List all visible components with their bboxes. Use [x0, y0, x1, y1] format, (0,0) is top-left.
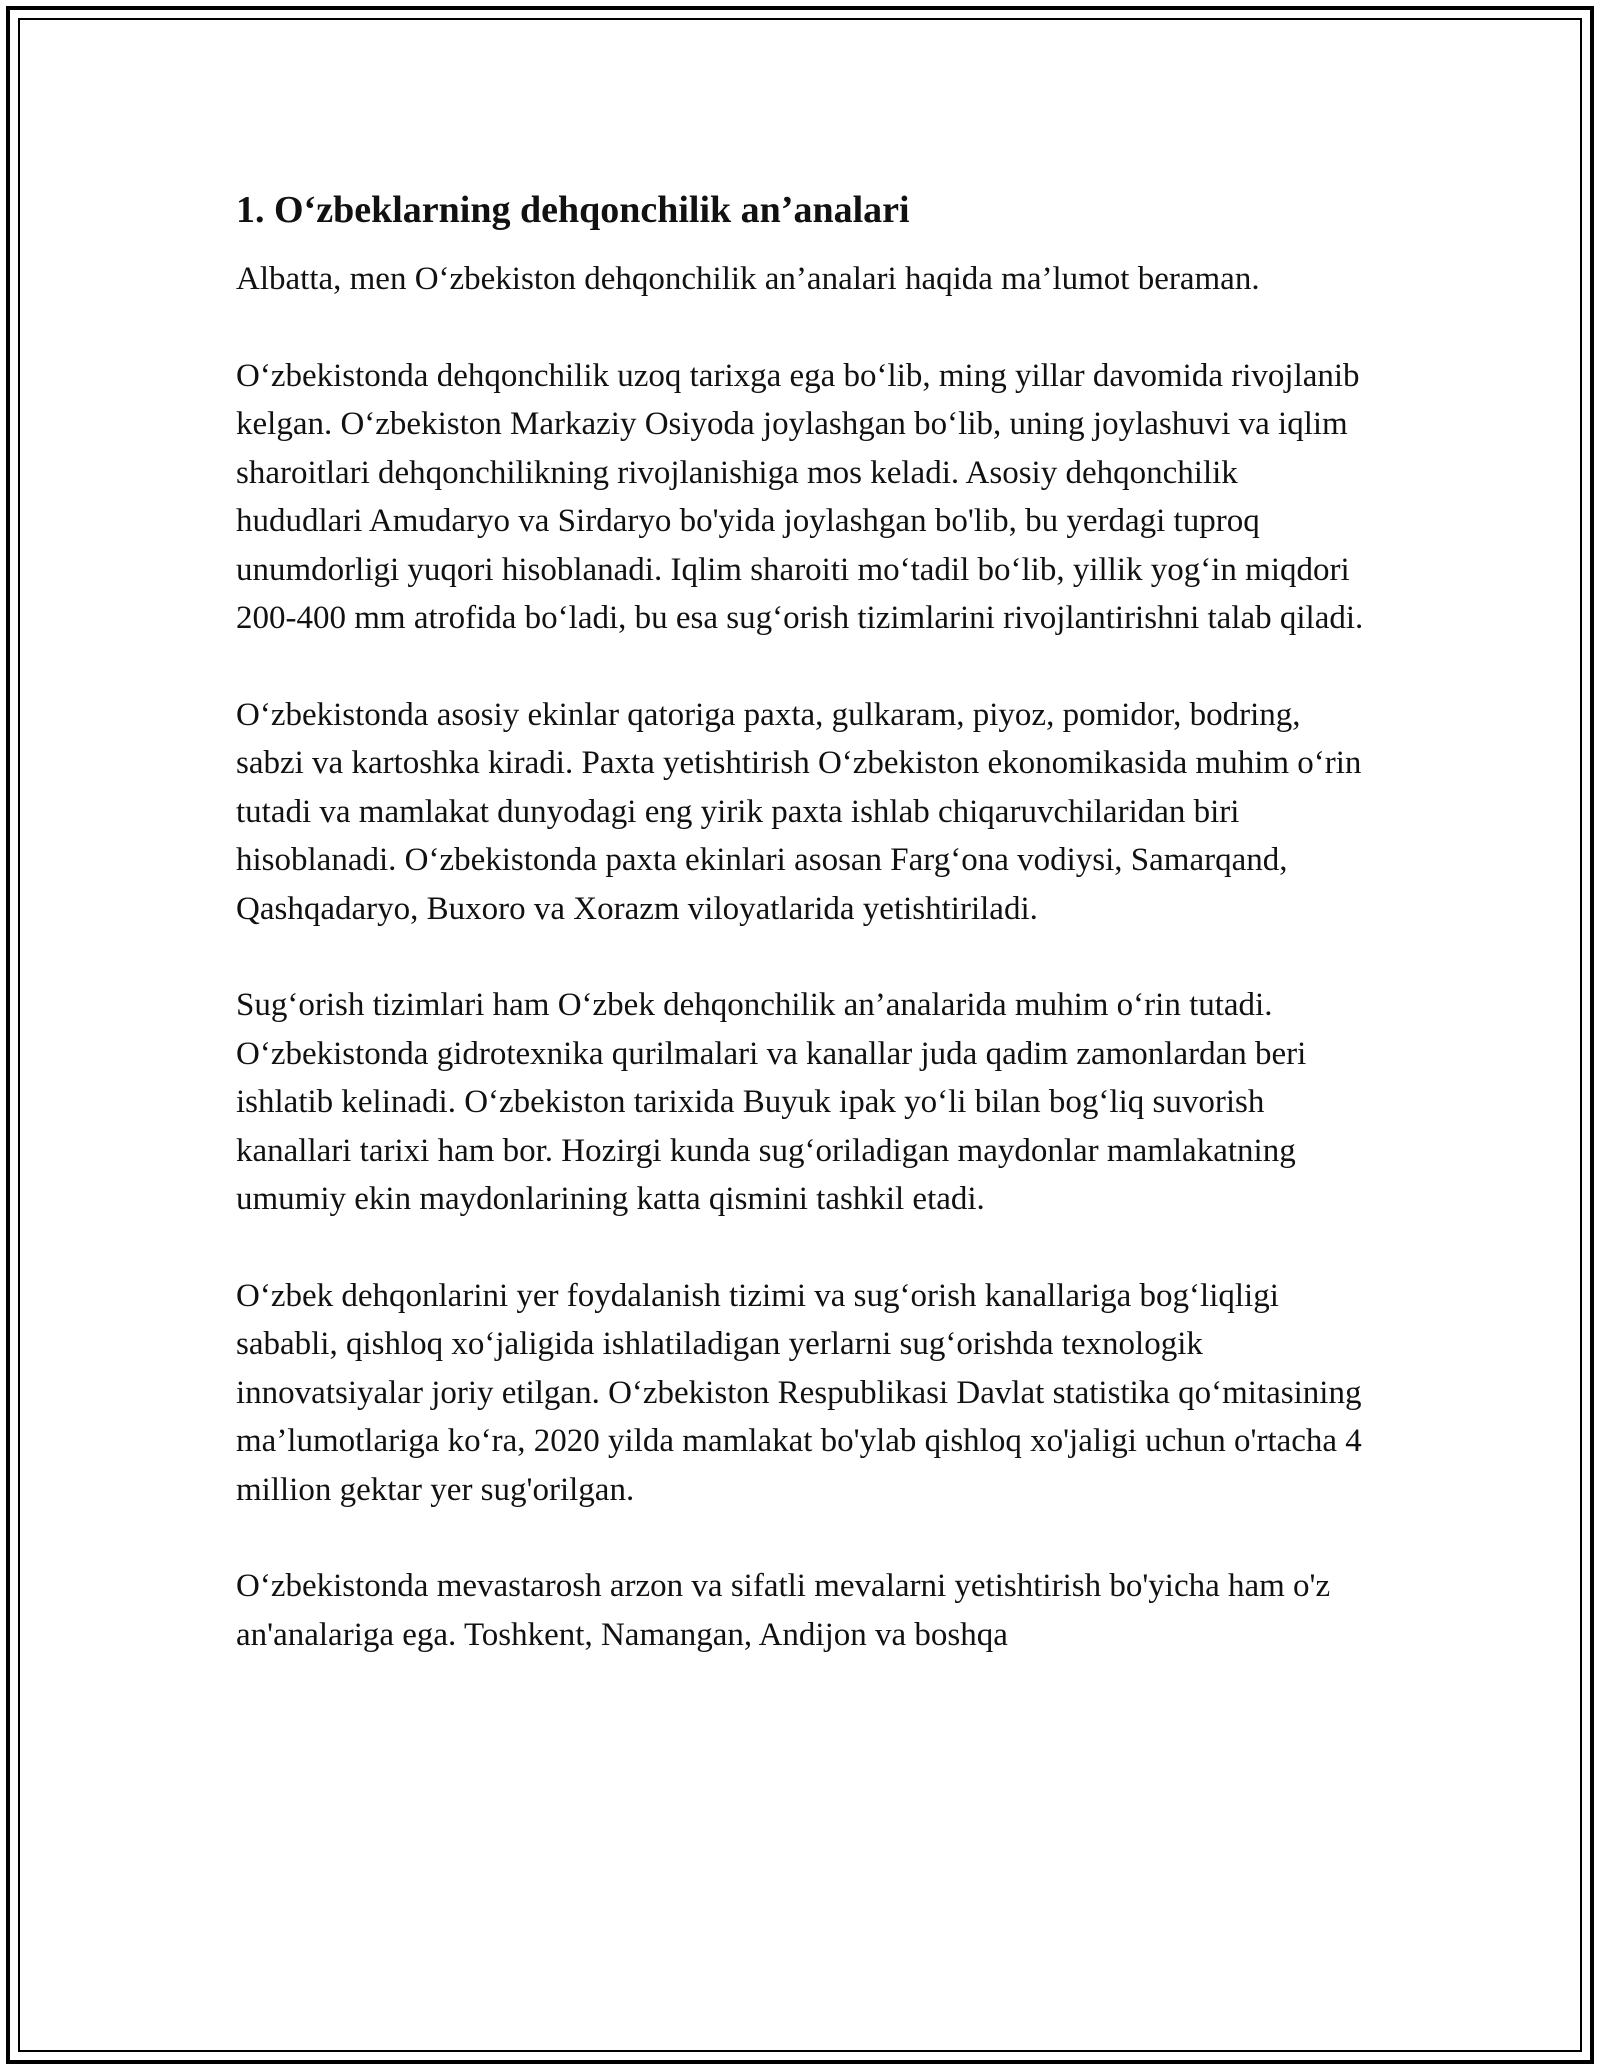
paragraph-intro: Albatta, men O‘zbekiston dehqonchilik an’analari haqida ma’lumot beraman.: [236, 261, 1260, 298]
document-body: [236, 186, 1366, 1707]
paragraph-irrigation: Sug‘orish tizimlari ham O‘zbek dehqonchilik an’analarida muhim o‘rin tutadi. O‘zbekistonda gidrotexnika qurilmalari va kanallar juda qadim zamonlardan beri ishlatib kelinadi. O‘zbekiston tarixida Buyuk ipak yo‘li bilan bog‘liq suvorish kanallari tarixi ham bor. Hozirgi kunda sug‘oriladigan maydonlar mamlakatning umumiy ekin maydonlarining katta qismini tashkil etadi.: [236, 987, 1307, 1218]
paragraph-history: O‘zbekistonda dehqonchilik uzoq tarixga ega bo‘lib, ming yillar davomida rivojlanib kelgan. O‘zbekiston Markaziy Osiyoda joylashgan bo‘lib, uning joylashuvi va iqlim sharoitlari dehqonchilikning rivojlanishiga mos keladi. Asosiy dehqonchilik hududlari Amudaryo va Sirdaryo bo'yida joylashgan bo'lib, bu yerdagi tuproq unumdorligi yuqori hisoblanadi. Iqlim sharoiti mo‘tadil bo‘lib, yillik yog‘in miqdori 200-400 mm atrofida bo‘ladi, bu esa sug‘orish tizimlarini rivojlantirishni talab qiladi.: [236, 357, 1364, 637]
paragraph-crops: O‘zbekistonda asosiy ekinlar qatoriga paxta, gulkaram, piyoz, pomidor, bodring, sabzi va kartoshka kiradi. Paxta yetishtirish O‘zbekiston ekonomikasida muhim o‘rin tutadi va mamlakat dunyodagi eng yirik paxta ishlab chiqaruvchilaridan biri hisoblanadi. O‘zbekistonda paxta ekinlari asosan Farg‘ona vodiysi, Samarqand, Qashqadaryo, Buxoro va Xorazm viloyatlarida yetishtiriladi.: [236, 696, 1362, 927]
paragraph-land-use: O‘zbek dehqonlarini yer foydalanish tizimi va sug‘orish kanallariga bog‘liqligi sababli, qishloq xo‘jaligida ishlatiladigan yerlarni sug‘orishda texnologik innovatsiyalar joriy etilgan. O‘zbekiston Respublikasi Davlat statistika qo‘mitasining ma’lumotlariga ko‘ra, 2020 yilda mamlakat bo'ylab qishloq xo'jaligi uchun o'rtacha 4 million gektar yer sug'orilgan.: [236, 1277, 1362, 1508]
paragraph-fruit: O‘zbekistonda mevastarosh arzon va sifatli mevalarni yetishtirish bo'yicha ham o'z an'analariga ega. Toshkent, Namangan, Andijon va boshqa: [236, 1568, 1331, 1653]
section-title: 1. O‘zbeklarning dehqonchilik an’analari: [236, 189, 910, 231]
